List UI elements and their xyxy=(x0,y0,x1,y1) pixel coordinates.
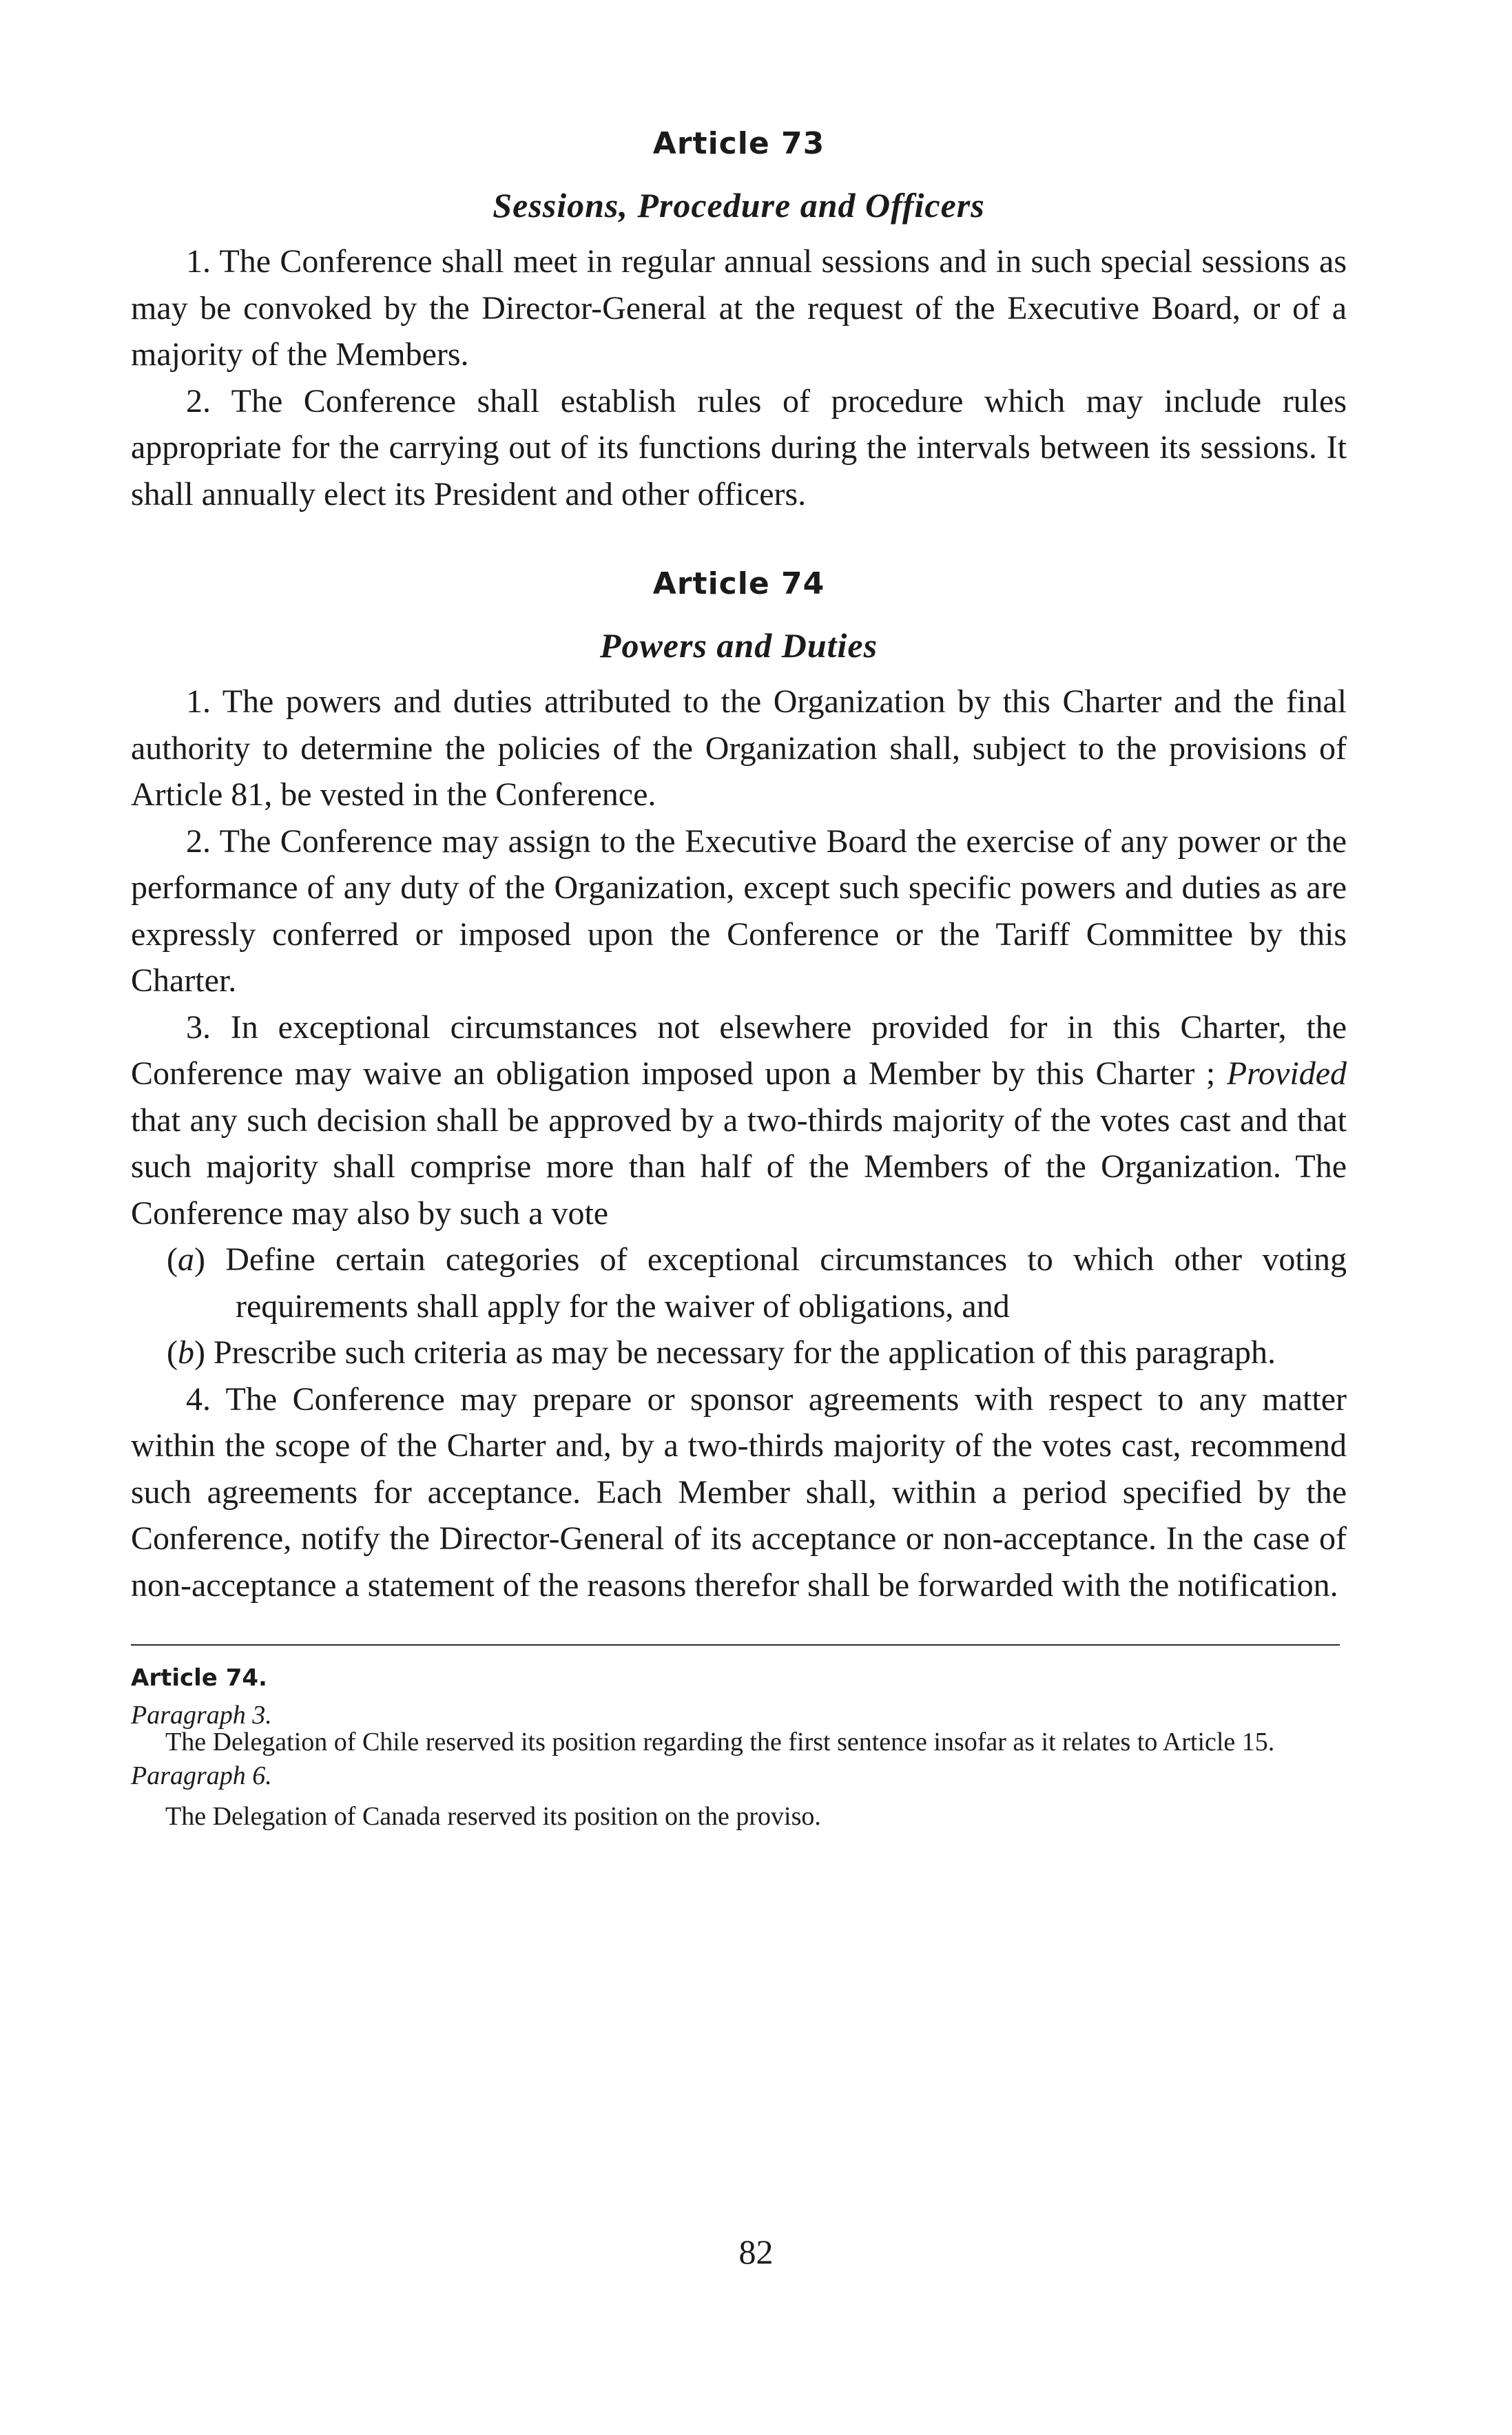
footnote-title: Article 74. xyxy=(131,1664,267,1692)
item-marker-close: ) xyxy=(194,1241,205,1278)
para3-text-after: that any such decision shall be approved by a two-thirds majority of the votes cast and that such majority shall comprise more than half of the Members of the Organization. The Conference may also by such a vote xyxy=(131,1101,1347,1232)
footnote-divider xyxy=(131,1644,1340,1646)
article-paragraph: 2. The Conference shall establish rules of procedure which may include rules appropriate for the carrying out of its functions during the intervals between its sessions. It shall annually elect its President and other officers. xyxy=(131,382,1347,512)
article-subheading: Sessions, Procedure and Officers xyxy=(493,186,985,225)
footnotes xyxy=(131,1662,1347,1830)
article-heading: Article 73 xyxy=(652,126,825,161)
para3-text-before: 3. In exceptional circumstances not elsewhere provided for in this Charter, the Conference may waive an obligation imposed upon a Member by this Charter ; xyxy=(131,1008,1347,1092)
footnote-label: Paragraph 3. xyxy=(131,1701,272,1730)
article-paragraph: 4. The Conference may prepare or sponsor agreements with respect to any matter within the scope of the Charter and, by a two-thirds majority of the votes cast, recommend such agreements for acceptance. Each Member shall, within a period specified by the Conference, notify the Director-General of its acceptance or non-acceptance. In the case of non-acceptance a statement of the reasons therefor shall be forwarded with the notification. xyxy=(131,1380,1347,1604)
article-paragraph-3 xyxy=(131,1004,1347,1237)
item-marker: b xyxy=(177,1334,194,1371)
article-subheading: Powers and Duties xyxy=(599,626,878,665)
article-heading: Article 74 xyxy=(652,566,825,601)
footnote-text: The Delegation of Chile reserved its position regarding the first sentence insofar as it relates to Article 15. xyxy=(165,1728,1275,1757)
page-number: 82 xyxy=(738,2232,774,2271)
list-item xyxy=(131,1236,1347,1329)
article-73 xyxy=(131,124,1347,517)
article-paragraph: 1. The Conference shall meet in regular annual sessions and in such special sessions as may be convoked by the Director-General at the request of the Executive Board, or of a majority of the Members. xyxy=(131,243,1347,373)
item-text: Define certain categories of exceptional circumstances to which other voting requirements shall apply for the waiver of obligations, and xyxy=(205,1241,1347,1325)
item-text: Prescribe such criteria as may be necessary for the application of this paragraph. xyxy=(205,1334,1276,1371)
footnote-label: Paragraph 6. xyxy=(131,1761,272,1790)
article-paragraph: 2. The Conference may assign to the Executive Board the exercise of any power or the performance of any duty of the Organization, except such specific powers and duties as are expressly conferred or imposed upon the Conference or the Tariff Committee by this Charter. xyxy=(131,822,1347,999)
item-marker-close: ) xyxy=(194,1334,205,1371)
item-marker: a xyxy=(177,1241,194,1278)
para3-emphasis: Provided xyxy=(1226,1055,1347,1092)
item-marker-open: ( xyxy=(167,1334,178,1371)
footnote-text: The Delegation of Canada reserved its position on the proviso. xyxy=(165,1802,821,1831)
article-paragraph: 1. The powers and duties attributed to the Organization by this Charter and the final authority to determine the policies of the Organization shall, subject to the provisions of Article 81, be vested in the Conference. xyxy=(131,683,1347,813)
article-74 xyxy=(131,564,1347,1608)
item-marker-open: ( xyxy=(167,1241,178,1278)
list-item xyxy=(131,1329,1347,1376)
